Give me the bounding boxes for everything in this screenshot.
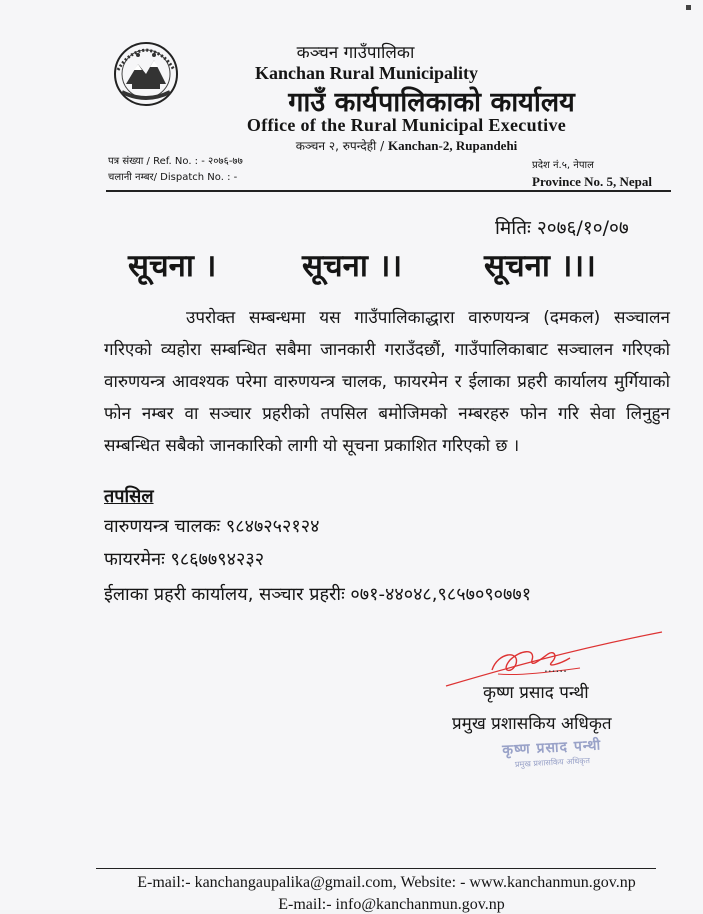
- details-heading: तपसिल: [104, 486, 154, 507]
- stamp-name: कृष्ण प्रसाद पन्थी: [501, 737, 602, 759]
- province-nepali: प्रदेश नं.५, नेपाल: [532, 160, 594, 171]
- footer-contact-line-1: E-mail:- kanchangaupalika@gmail.com, Website: - www.kanchanmun.gov.np: [137, 874, 636, 891]
- municipality-name-nepali: कञ्चन गाउँपालिका: [296, 43, 415, 63]
- province-english: Province No. 5, Nepal: [532, 174, 652, 189]
- office-name-nepali: गाउँ कार्यपालिकाको कार्यालय: [288, 87, 575, 118]
- footer-contact-line-2: E-mail:- info@kanchanmun.gov.np: [278, 896, 505, 913]
- office-name-english: Office of the Rural Municipal Executive: [246, 115, 567, 135]
- contact-police: ईलाका प्रहरी कार्यालय, सञ्चार प्रहरीः ०७१-४४०४८,९८५७०९०७७१: [104, 584, 532, 605]
- notice-title-2: सूचना ।।: [302, 248, 403, 284]
- address-nepali: कञ्चन २, रुपन्देही /: [295, 139, 385, 153]
- notice-title-3: सूचना ।।।: [484, 248, 596, 284]
- signatory-name: कृष्ण प्रसाद पन्थी: [483, 683, 589, 703]
- notice-date: मितिः २०७६/१०/०७: [495, 217, 629, 239]
- scan-mark: [686, 5, 691, 10]
- address-english: Kanchan-2, Rupandehi: [387, 138, 518, 153]
- stamp-title: प्रमुख प्रशासकिय अधिकृत: [514, 756, 591, 769]
- contact-fireman: फायरमेनः ९८६७७९४२३२: [104, 549, 265, 570]
- header-divider: [106, 190, 671, 192]
- svg-text:......: ......: [544, 661, 567, 675]
- signatory-title: प्रमुख प्रशासकिय अधिकृत: [452, 714, 612, 734]
- reference-number: पत्र संख्या / Ref. No. : - २०७६-७७: [108, 156, 243, 167]
- footer-divider: [96, 868, 656, 869]
- notice-title-1: सूचना ।: [128, 248, 217, 284]
- official-stamp: [491, 735, 612, 771]
- notice-body-text: उपरोक्त सम्बन्धमा यस गाउँपालिकाद्धारा वारुणयन्त्र (दमकल) सञ्चालन गरिएको व्यहोरा सम्बन्धित सबैमा जानकारी गराउँदछौं, गाउँपालिकाबाट सञ्चालन गरिएको वारुणयन्त्र आवश्यक परेमा वारुणयन्त्र चालक, फायरमेन र ईलाका प्रहरी कार्यालय मुर्गियाको फोन नम्बर वा सञ्चार प्रहरीको तपसिल बमोजिमको नम्बरहरु फोन गरि सेवा लिनुहुन सम्बन्धित सबैको जानकारिको लागी यो सूचना प्रकाशित गरिएको छ ।: [104, 308, 670, 456]
- dispatch-number: चलानी नम्बर/ Dispatch No. : -: [108, 172, 238, 183]
- municipality-name-english: Kanchan Rural Municipality: [254, 63, 479, 83]
- address: [0, 137, 703, 154]
- contact-fire-engine-driver: वारुणयन्त्र चालकः ९८४७२५२१२४: [104, 516, 320, 537]
- notice-body: [104, 302, 670, 462]
